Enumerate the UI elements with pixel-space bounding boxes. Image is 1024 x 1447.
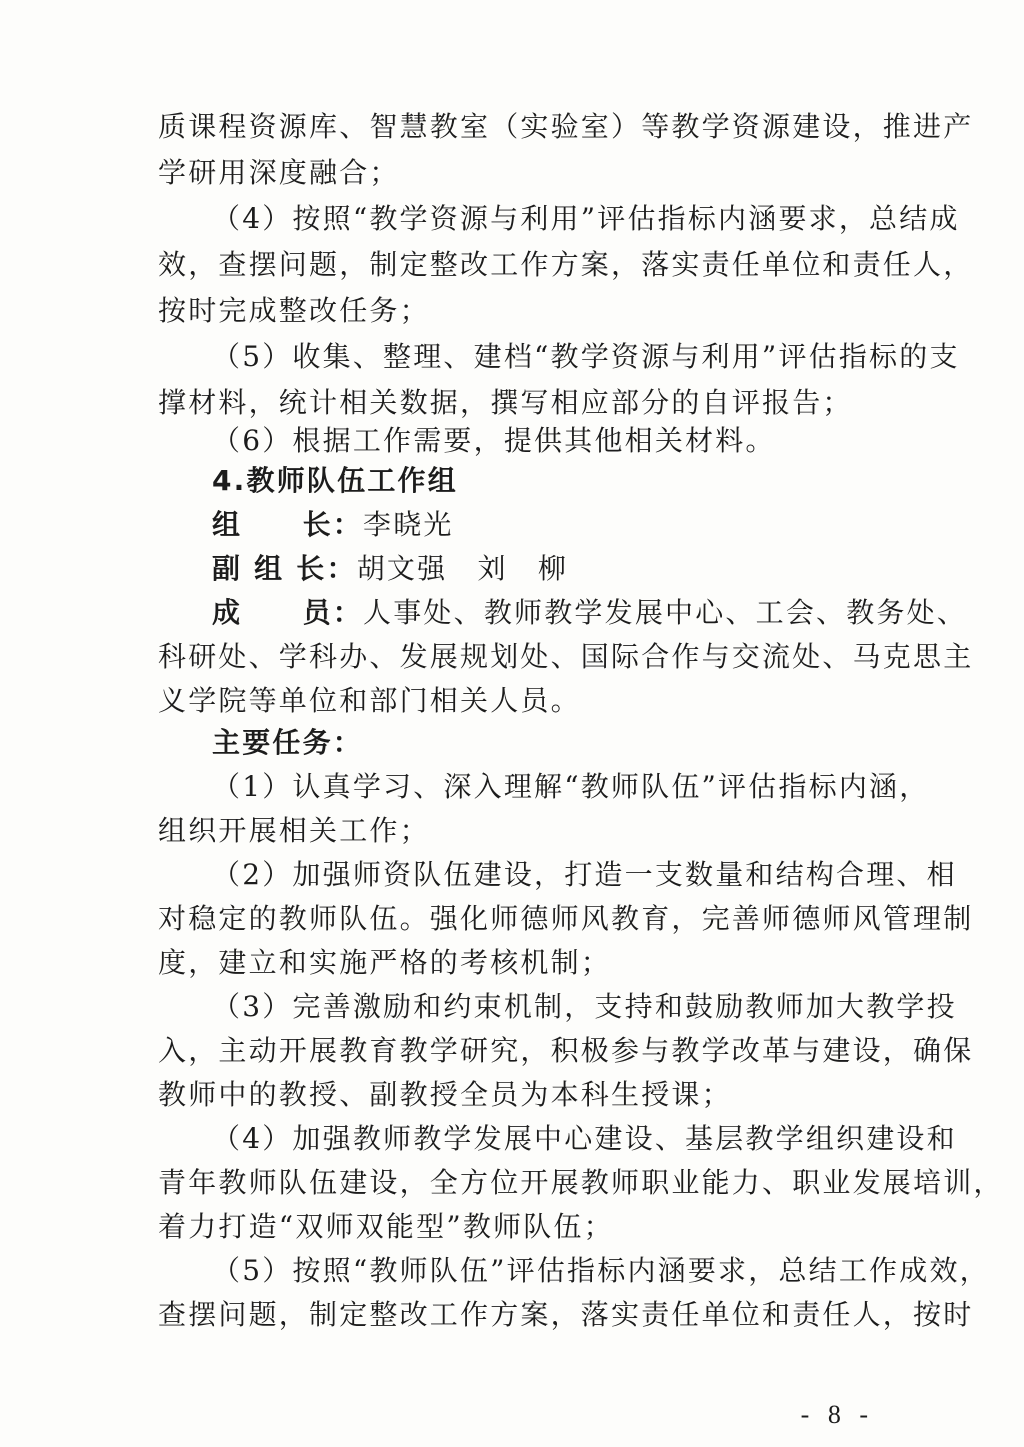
members-text: 人事处、教师教学发展中心、工会、教务处、 (363, 596, 968, 629)
text-line: 质课程资源库、智慧教室（实验室）等教学资源建设，推进产 (158, 110, 974, 143)
text-line: 撑材料，统计相关数据，撰写相应部分的自评报告； (158, 386, 853, 419)
leader-label: 组 长： (212, 508, 364, 541)
members-row (212, 592, 968, 634)
text-line: 度，建立和实施严格的考核机制； (158, 946, 612, 979)
text-line: 对稳定的教师队伍。强化师德师风教育，完善师德师风管理制 (158, 902, 974, 935)
text-line: 查摆问题，制定整改工作方案，落实责任单位和责任人，按时 (158, 1298, 974, 1331)
text-line: 科研处、学科办、发展规划处、国际合作与交流处、马克思主 (158, 640, 974, 673)
text-line: （4）加强教师教学发展中心建设、基层教学组织建设和 (212, 1122, 957, 1155)
section-heading: 4.教师队伍工作组 (212, 464, 458, 497)
text-line: 青年教师队伍建设，全方位开展教师职业能力、职业发展培训， (158, 1166, 1004, 1199)
tasks-heading: 主要任务： (212, 726, 364, 759)
text-line: （2）加强师资队伍建设，打造一支数量和结构合理、相 (212, 858, 957, 891)
leader-row (212, 504, 888, 546)
text-line: （4）按照“教学资源与利用”评估指标内涵要求，总结成 (212, 202, 960, 235)
text-line: （6）根据工作需要，提供其他相关材料。 (212, 424, 776, 457)
leader-name: 李晓光 (363, 508, 454, 541)
members-label: 成 员： (212, 596, 364, 629)
deputy-label: 副 组 长： (212, 552, 357, 585)
text-line: 着力打造“双师双能型”教师队伍； (158, 1210, 614, 1243)
text-line: （5）按照“教师队伍”评估指标内涵要求，总结工作成效， (212, 1254, 990, 1287)
deputy-names: 胡文强 刘 柳 (356, 552, 569, 585)
text-line: 效，查摆问题，制定整改工作方案，落实责任单位和责任人， (158, 248, 974, 281)
text-line: 入，主动开展教育教学研究，积极参与教学改革与建设，确保 (158, 1034, 974, 1067)
text-line: 义学院等单位和部门相关人员。 (158, 684, 581, 717)
text-line: 学研用深度融合； (158, 156, 400, 189)
text-line: 按时完成整改任务； (158, 294, 430, 327)
text-line: 教师中的教授、副教授全员为本科生授课； (158, 1078, 732, 1111)
text-line: （1）认真学习、深入理解“教师队伍”评估指标内涵， (212, 770, 930, 803)
text-line: （3）完善激励和约束机制，支持和鼓励教师加大教学投 (212, 990, 957, 1023)
text-line: 组织开展相关工作； (158, 814, 430, 847)
deputy-row (212, 548, 888, 590)
text-line: （5）收集、整理、建档“教学资源与利用”评估指标的支 (212, 340, 960, 373)
page-number: - 8 - (800, 1400, 874, 1429)
